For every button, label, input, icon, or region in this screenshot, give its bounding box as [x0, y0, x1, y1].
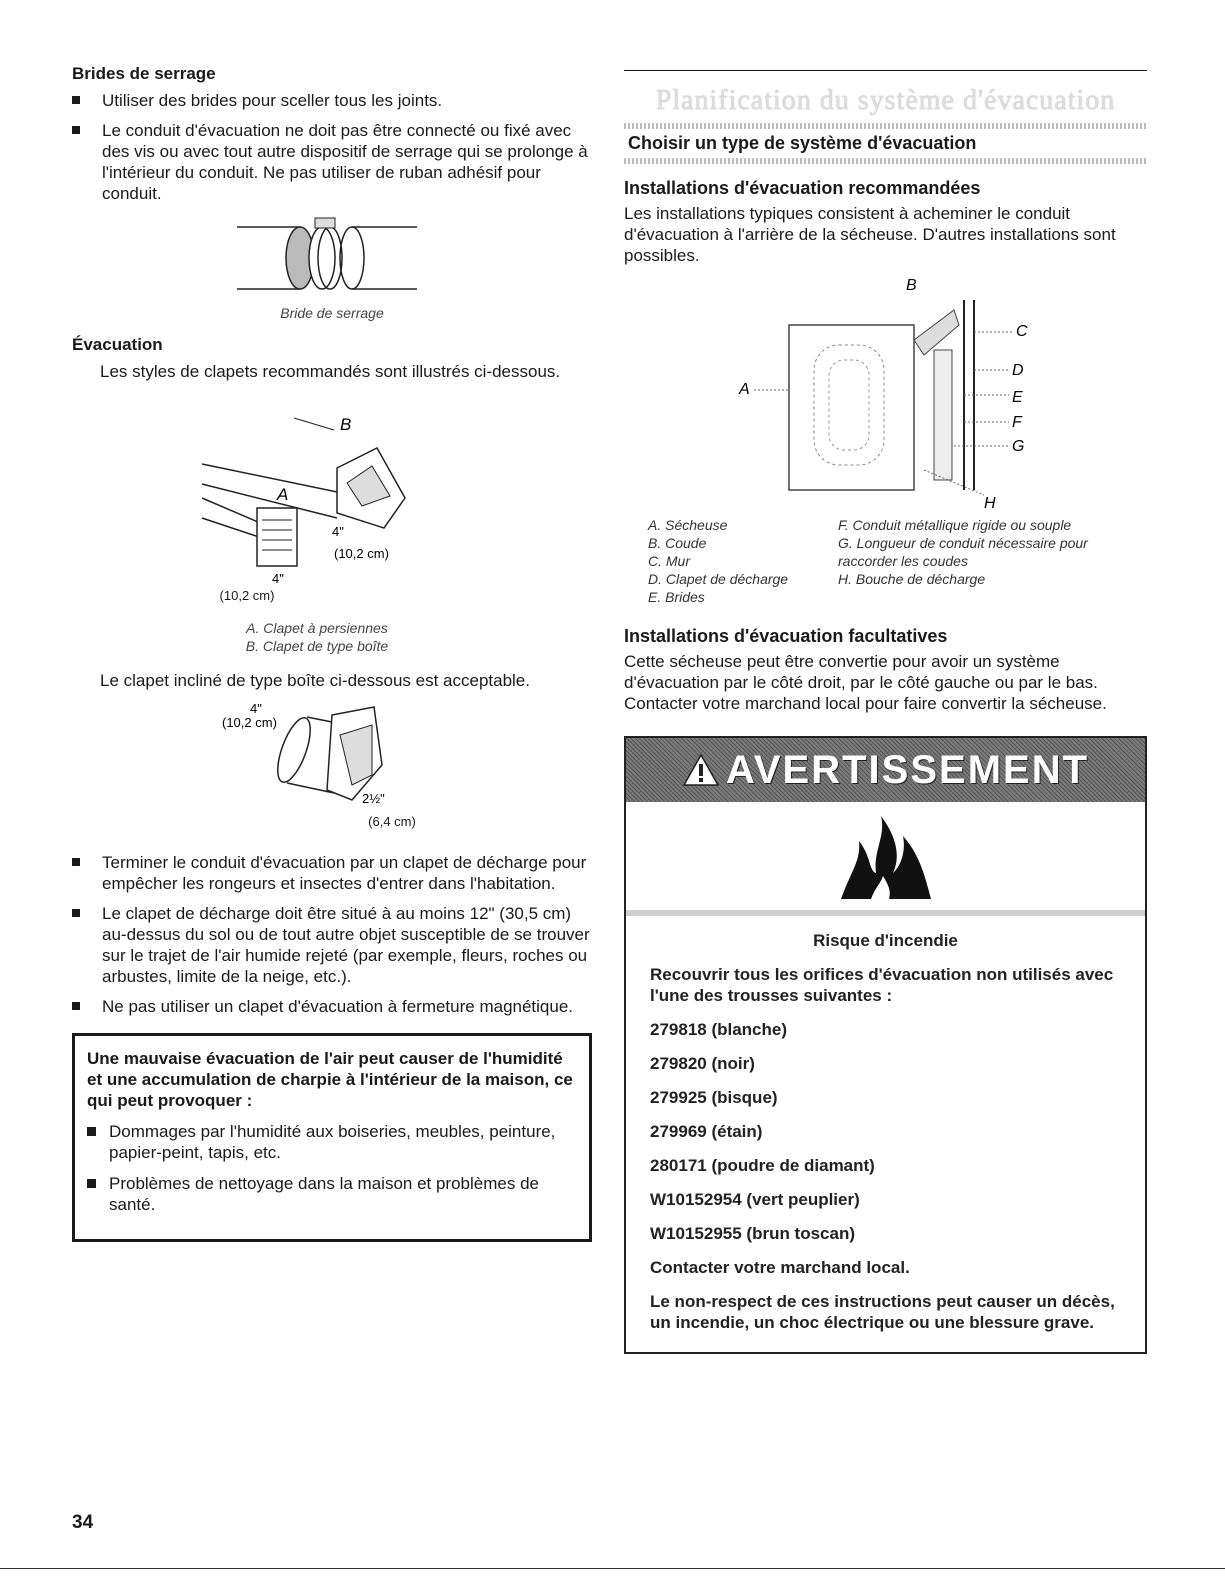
list-item: Ne pas utiliser un clapet d'évacuation à fermeture magnétique.	[72, 996, 592, 1017]
diagram-label-c: C	[1016, 323, 1028, 340]
inclined-hood-illustration	[72, 695, 592, 815]
list-item: Terminer le conduit d'évacuation par un clapet de décharge pour empêcher les rongeurs et insectes d'entrer dans l'habitation.	[72, 852, 592, 894]
legend-item: D. Clapet de décharge	[648, 571, 789, 587]
label-a: A	[277, 485, 289, 504]
warning-line: 279925 (bisque)	[650, 1088, 778, 1107]
dim1-cm: (10,2 cm)	[334, 546, 389, 561]
dot-band	[624, 158, 1147, 164]
reco-heading: Installations d'évacuation recommandées	[624, 178, 981, 198]
left-column	[72, 64, 592, 1242]
diagram-label-h: H	[984, 495, 996, 510]
clamp-illustration	[72, 213, 592, 303]
warning-line: 279818 (blanche)	[650, 1020, 788, 1039]
warning-title	[682, 748, 1089, 793]
legend-item: G. Longueur de conduit nécessaire pour raccorder les coudes	[838, 535, 1088, 569]
warning-word: AVERTISSEMENT	[725, 747, 1090, 792]
fig2-dim2-in: 2½"	[362, 791, 385, 806]
evacuation-heading: Évacuation	[72, 335, 163, 354]
box-item: Dommages par l'humidité aux boiseries, meubles, peinture, papier-peint, tapis, etc.	[87, 1121, 577, 1163]
label-b: B	[340, 415, 352, 434]
warning-body	[626, 916, 1145, 1352]
exhaust-type-subhead: Choisir un type de système d'évacuation	[628, 133, 977, 153]
fig2-dim2-cm: (6,4 cm)	[368, 814, 416, 829]
reco-text: Les installations typiques consistent à acheminer le conduit d'évacuation à l'arrière de la sécheuse. D'autres installations sont possibles.	[624, 204, 1116, 265]
vent-hoods-illustration	[72, 388, 592, 593]
fig2-dim1-in: 4"	[250, 701, 262, 716]
diagram-label-f: F	[1012, 414, 1022, 431]
optional-heading: Installations d'évacuation facultatives	[624, 626, 948, 646]
warning-line: W10152955 (brun toscan)	[650, 1224, 856, 1243]
caption-b: B. Clapet de type boîte	[245, 638, 389, 654]
bottom-rule	[0, 1568, 1225, 1569]
improper-venting-box	[72, 1033, 592, 1242]
box-title: Une mauvaise évacuation de l'air peut causer de l'humidité et une accumulation de charpie à l'intérieur de la maison, ce qui peut provoquer :	[87, 1049, 573, 1110]
warning-header	[626, 738, 1145, 802]
legend-item: F. Conduit métallique rigide ou souple	[838, 517, 1072, 533]
diagram-label-b: B	[906, 277, 917, 294]
evacuation-text: Les styles de clapets recommandés sont illustrés ci-dessous.	[100, 362, 561, 381]
box-item: Problèmes de nettoyage dans la maison et problèmes de santé.	[87, 1173, 577, 1215]
warning-line: 279969 (étain)	[650, 1122, 763, 1141]
top-rule	[624, 70, 1147, 71]
warning-line: Le non-respect de ces instructions peut causer un décès, un incendie, un choc électrique ou une blessure grave.	[650, 1292, 1115, 1332]
installation-diagram	[624, 270, 1147, 510]
diagram-label-a: A	[739, 381, 750, 398]
bride-caption: Bride de serrage	[280, 305, 384, 321]
warning-line: 279820 (noir)	[650, 1054, 755, 1073]
legend-item: H. Bouche de décharge	[838, 571, 986, 587]
brides-list	[72, 90, 592, 204]
list-item: Utiliser des brides pour sceller tous les joints.	[72, 90, 592, 111]
right-column	[624, 64, 1147, 1354]
diagram-legend	[648, 516, 1147, 606]
optional-text: Cette sécheuse peut être convertie pour avoir un système d'évacuation par le côté droit, par le côté gauche ou par le bas. Contacter votre marchand local pour faire convertir la sécheuse.	[624, 652, 1107, 713]
section-title: Planification du système d'évacuation	[655, 85, 1116, 116]
legend-item: E. Brides	[648, 589, 705, 605]
risk-title: Risque d'incendie	[813, 931, 958, 950]
fig2-dim1-cm: (10,2 cm)	[222, 715, 277, 730]
dim2-in: 4"	[272, 571, 284, 586]
legend-item: C. Mur	[648, 553, 690, 569]
legend-col-1	[648, 516, 838, 606]
list-item: Le clapet de décharge doit être situé à au moins 12" (30,5 cm) au-dessus du sol ou de tout autre objet susceptible de se trouver sur le trajet de l'air humide rejeté (par exemple, fleurs, roches ou arbustes, limite de la neige, etc.).	[72, 903, 592, 987]
caption-a: A. Clapet à persiennes	[246, 620, 388, 636]
incline-text: Le clapet incliné de type boîte ci-dessous est acceptable.	[100, 671, 530, 690]
dim2-cm: (10,2 cm)	[219, 588, 275, 603]
warning-line: Contacter votre marchand local.	[650, 1258, 910, 1277]
warning-line: Recouvrir tous les orifices d'évacuation non utilisés avec l'une des trousses suivantes :	[650, 965, 1114, 1005]
diagram-label-g: G	[1012, 438, 1025, 455]
page-number: 34	[72, 1512, 94, 1533]
fire-icon	[831, 811, 941, 901]
diagram-label-d: D	[1012, 362, 1024, 379]
fire-icon-area	[626, 802, 1145, 916]
legend-col-2	[838, 516, 1128, 606]
legend-item: B. Coude	[648, 535, 707, 551]
diagram-label-e: E	[1012, 389, 1023, 406]
warning-line: 280171 (poudre de diamant)	[650, 1156, 875, 1175]
legend-item: A. Sécheuse	[648, 517, 728, 533]
vent-list	[72, 852, 592, 1017]
warning-box	[624, 736, 1147, 1354]
list-item: Le conduit d'évacuation ne doit pas être connecté ou fixé avec des vis ou avec tout autre dispositif de serrage qui se prolonge à l'intérieur du conduit. Ne pas utiliser de ruban adhésif pour conduit.	[72, 120, 592, 204]
brides-heading: Brides de serrage	[72, 64, 216, 83]
warning-triangle-icon	[682, 753, 720, 787]
dim1-in: 4"	[332, 524, 344, 539]
warning-line: W10152954 (vert peuplier)	[650, 1190, 860, 1209]
